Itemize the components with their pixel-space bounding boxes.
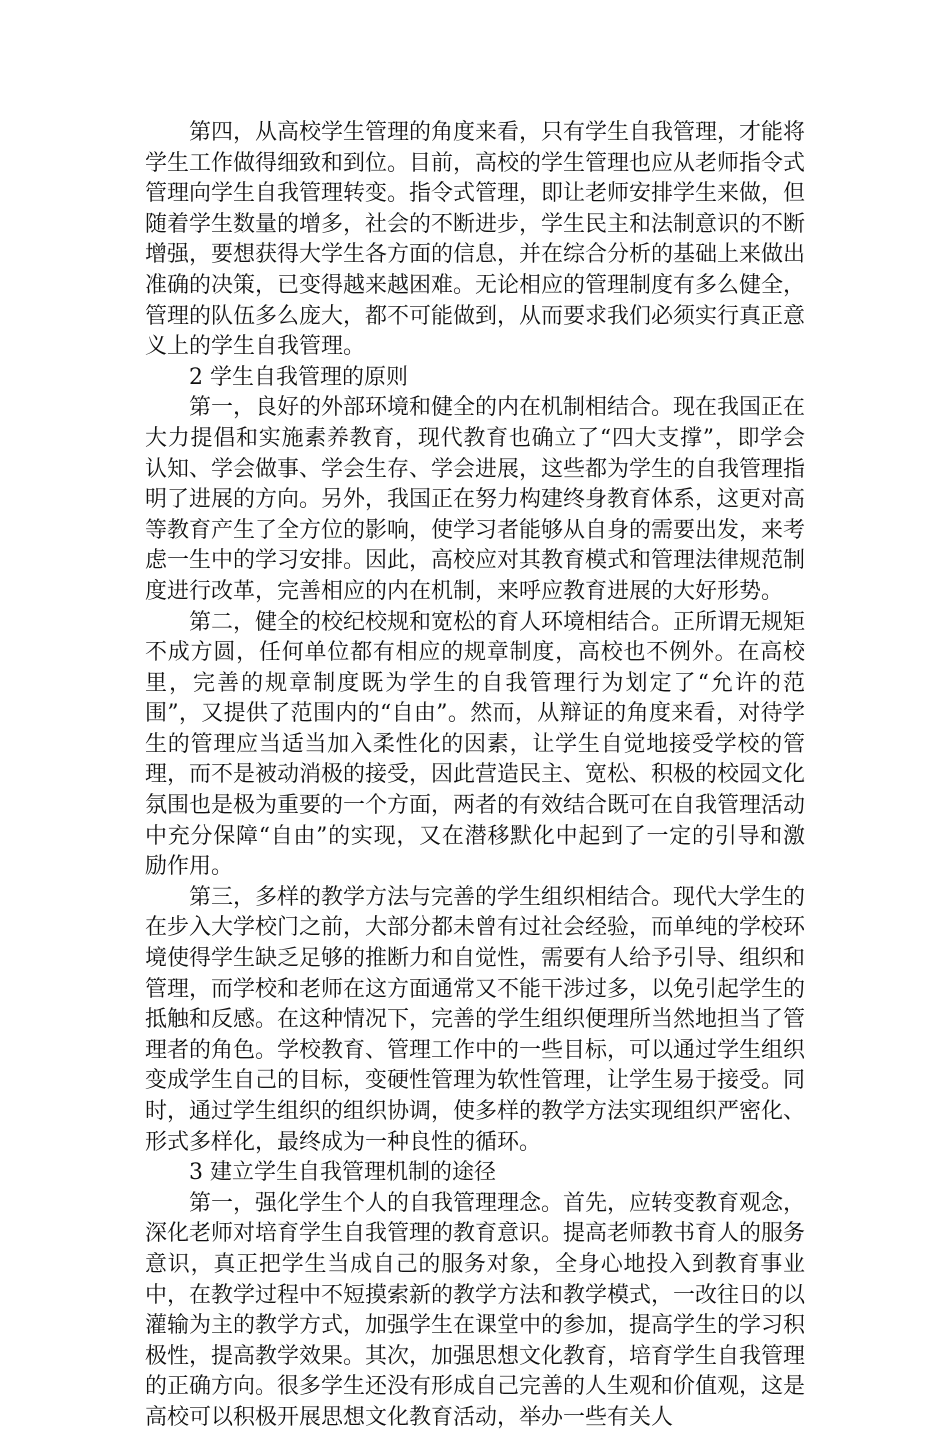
paragraph-principle-3: 第三，多样的教学方法与完善的学生组织相结合。现代大学生的在步入大学校门之前，大部分都未曾有过社会经验，而单纯的学校环境使得学生缺乏足够的推断力和自觉性，需要有人给予引导、组织和管理，而学校和老师在这方面通常又不能干涉过多，以免引起学生的抵触和反感。在这种情况下，完善的学生组织便理所当然地担当了管理者的角色。学校教育、管理工作中的一些目标，可以通过学生组织变成学生自己的目标，变硬性管理为软性管理，让学生易于接受。同时，通过学生组织的组织协调，使多样的教学方法实现组织严密化、形式多样化，最终成为一种良性的循环。 <box>145 884 806 1155</box>
document-body <box>145 118 805 1434</box>
section-heading-3: 3 建立学生自我管理机制的途径 <box>189 1160 496 1186</box>
paragraph-approach-1: 第一，强化学生个人的自我管理理念。首先，应转变教育观念，深化老师对培育学生自我管理的教育意识。提高老师教书育人的服务意识，真正把学生当成自己的服务对象，全身心地投入到教育事业中，在教学过程中不短摸索新的教学方法和教学模式，一改往日的以灌输为主的教学方式，加强学生在课堂中的参加，提高学生的学习积极性，提高教学效果。其次，加强思想文化教育，培育学生自我管理的正确方向。很多学生还没有形成自己完善的人生观和价值观，这是高校可以积极开展思想文化教育活动，举办一些有关人 <box>145 1190 806 1430</box>
paragraph-principle-1: 第一，良好的外部环境和健全的内在机制相结合。现在我国正在大力提倡和实施素养教育，现代教育也确立了“四大支撑”，即学会认知、学会做事、学会生存、学会进展，这些都为学生的自我管理指明了进展的方向。另外，我国正在努力构建终身教育体系，这更对高等教育产生了全方位的影响，使学习者能够从自身的需要出发，来考虑一生中的学习安排。因此，高校应对其教育模式和管理法律规范制度进行改革，完善相应的内在机制，来呼应教育进展的大好形势。 <box>145 395 806 604</box>
paragraph-fourth-point: 第四，从高校学生管理的角度来看，只有学生自我管理，才能将学生工作做得细致和到位。目前，高校的学生管理也应从老师指令式管理向学生自我管理转变。指令式管理，即让老师安排学生来做，但随着学生数量的增多，社会的不断进步，学生民主和法制意识的不断增强，要想获得大学生各方面的信息，并在综合分析的基础上来做出准确的决策，已变得越来越困难。无论相应的管理制度有多么健全，管理的队伍多么庞大，都不可能做到，从而要求我们必须实行真正意义上的学生自我管理。 <box>145 120 806 360</box>
paragraph-principle-2: 第二，健全的校纪校规和宽松的育人环境相结合。正所谓无规矩不成方圆，任何单位都有相应的规章制度，高校也不例外。在高校里，完善的规章制度既为学生的自我管理行为划定了“允许的范围”，又提供了范围内的“自由”。然而，从辩证的角度来看，对待学生的管理应当适当加入柔性化的因素，让学生自觉地接受学校的管理，而不是被动消极的接受，因此营造民主、宽松、积极的校园文化氛围也是极为重要的一个方面，两者的有效结合既可在自我管理活动中充分保障“自由”的实现，又在潜移默化中起到了一定的引导和激励作用。 <box>145 609 806 880</box>
section-heading-2: 2 学生自我管理的原则 <box>189 364 408 390</box>
